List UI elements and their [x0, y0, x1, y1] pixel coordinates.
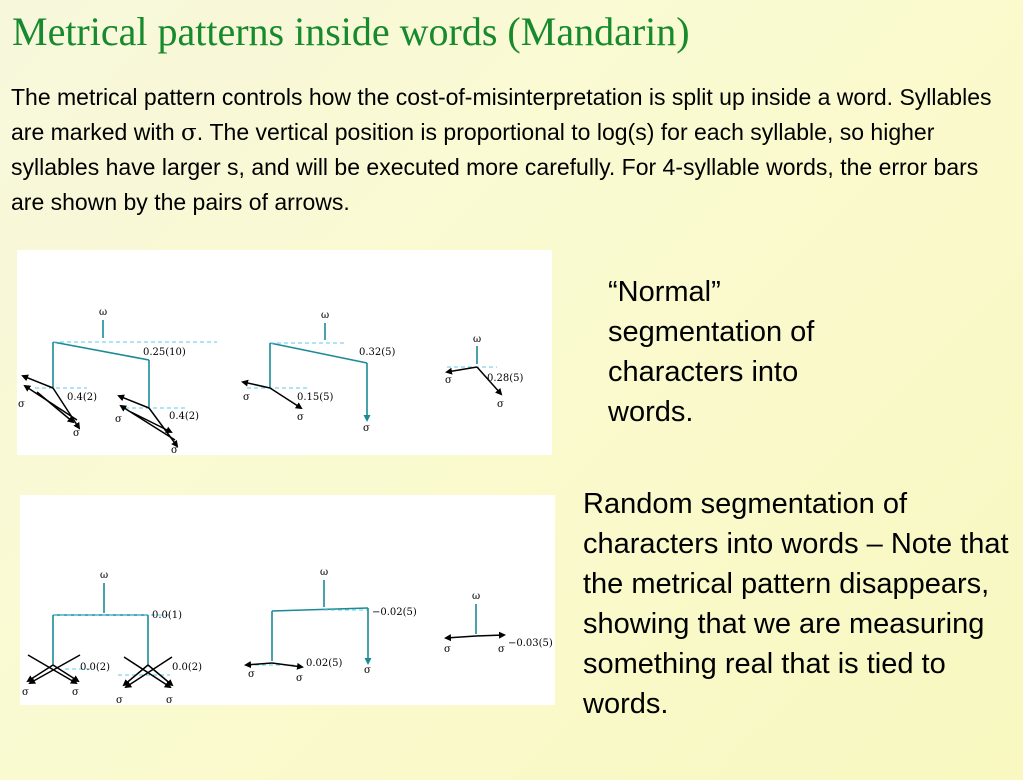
sigma-symbol: σ	[181, 119, 197, 146]
syllable-sigma: σ	[498, 644, 505, 655]
syllable-sigma: σ	[166, 695, 173, 705]
syllable-sigma: σ	[497, 399, 504, 410]
syllable-sigma: σ	[72, 687, 79, 698]
syllable-sigma: σ	[243, 392, 250, 403]
normal-trees-svg	[17, 250, 552, 455]
four-syllable-tree	[18, 307, 217, 455]
word-omega: ω	[321, 310, 330, 321]
syllable-sigma: σ	[22, 687, 29, 698]
word-omega: ω	[99, 307, 108, 318]
two-syllable-tree	[444, 591, 553, 655]
syllable-sigma: σ	[363, 423, 370, 434]
tree1-top-label: 0.25(10)	[143, 347, 186, 358]
tree1-top-label: 0.0(1)	[152, 610, 183, 621]
tree3-label: 0.28(5)	[487, 373, 524, 384]
tree2-left-label: 0.15(5)	[297, 392, 334, 403]
tree2-left-label: 0.02(5)	[306, 658, 343, 669]
intro-text-a: The metrical pattern controls how the cost-of-misinterpretation is split up inside a word. Syllables are marked with	[11, 84, 992, 145]
syllable-sigma: σ	[73, 428, 80, 439]
syllable-sigma: σ	[444, 644, 451, 655]
syllable-sigma: σ	[364, 665, 371, 676]
tree2-top-label: −0.02(5)	[372, 607, 417, 618]
four-syllable-tree	[22, 570, 202, 705]
tree3-label: −0.03(5)	[508, 638, 553, 649]
syllable-sigma: σ	[18, 399, 25, 410]
syllable-sigma: σ	[115, 414, 122, 425]
random-trees-svg	[20, 495, 555, 705]
random-segmentation-caption: Random segmentation of characters into words – Note that the metrical pattern disappears, showing that we are measuring something real that is tied to words.	[583, 488, 1009, 720]
tree2-top-label: 0.32(5)	[359, 347, 396, 358]
intro-text-b: . The vertical position is proportional to log(s) for each syllable, so higher syllables have larger s, and will be executed more carefully. For 4-syllable words, the error bars are shown by the pairs of arrows.	[11, 118, 979, 215]
syllable-sigma: σ	[248, 669, 255, 680]
tree1-right-label: 0.4(2)	[169, 411, 200, 422]
normal-segmentation-figure	[17, 250, 552, 455]
slide-title: Metrical patterns inside words (Mandarin)	[12, 9, 690, 54]
random-segmentation-figure	[20, 495, 555, 705]
syllable-sigma: σ	[116, 695, 123, 705]
tree1-left-label: 0.0(2)	[80, 662, 111, 673]
word-omega: ω	[473, 334, 482, 345]
three-syllable-tree	[246, 567, 417, 684]
two-syllable-tree	[445, 334, 524, 410]
tree1-left-label: 0.4(2)	[67, 392, 98, 403]
normal-segmentation-caption: “Normal” segmentation of characters into words.	[608, 276, 815, 428]
syllable-sigma: σ	[297, 412, 304, 423]
three-syllable-tree	[243, 310, 396, 434]
word-omega: ω	[472, 591, 481, 602]
intro-paragraph	[11, 80, 1011, 219]
word-omega: ω	[320, 567, 329, 578]
tree1-right-label: 0.0(2)	[172, 662, 203, 673]
word-omega: ω	[100, 570, 109, 581]
syllable-sigma: σ	[296, 673, 303, 684]
syllable-sigma: σ	[171, 445, 178, 455]
syllable-sigma: σ	[445, 375, 452, 386]
